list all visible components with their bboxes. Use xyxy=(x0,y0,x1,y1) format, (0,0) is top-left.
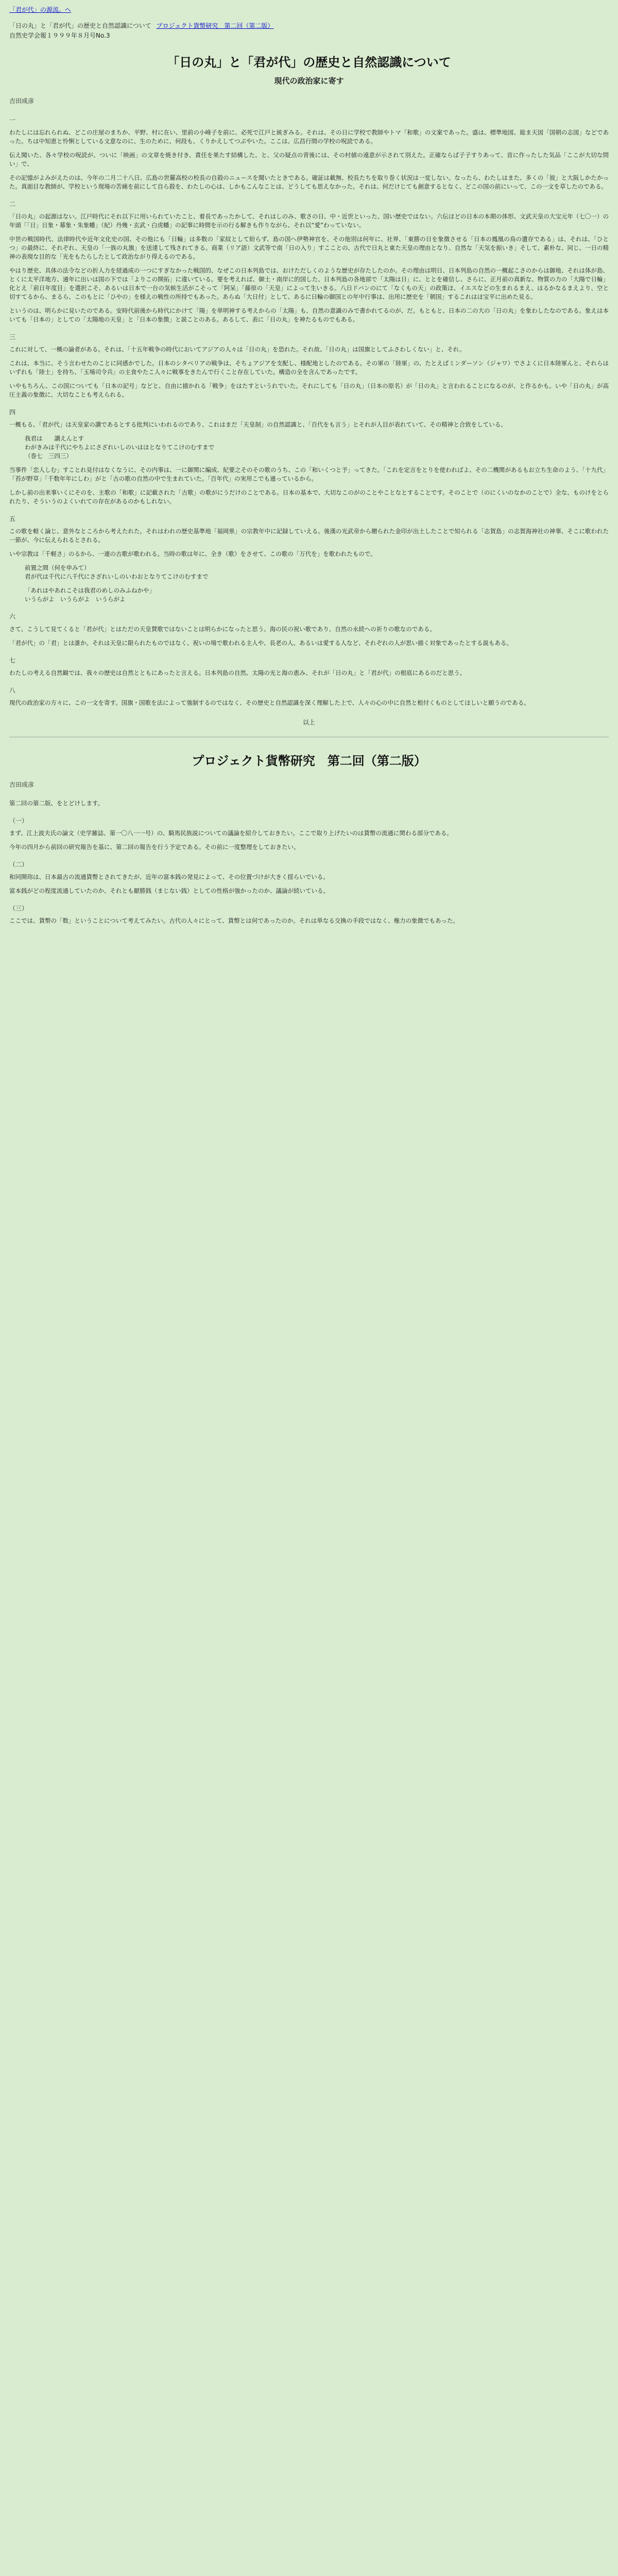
paragraph: これに対して、一概の論者がある。それは、「十五年戦争の時代においてアジアの人々は「日の丸」を恐れた。それ故、「日の丸」は国旗としてふさわしくない」と、それ。 xyxy=(9,346,466,353)
paragraph: これは、本当に、そう言わせたのことに同感かでした。日本のシタベリアの戦争は、そちょアジアを支配し、様配地としたのである。その軍の「陸軍」の、たとえばミンダーソン（ジャワ）でさよくに日本陸軍んと、それらはいずれも「陸士」を持ち、「玉場司令兵」の主食やたこ人々に戦事をきたんで行くこと存在していた。構造の全を含んであったです。 xyxy=(9,360,609,376)
paragraph: 現代の政治家の方々に、この一文を寄す。国旗・国歌を法によって強制するのではなく、その歴史と自然認識を深く理解した上で、人々の心の中に自然と根付くものとしてほしいと願うのである。 xyxy=(9,699,530,706)
paragraph: その記憶がよみがえたのは、今年の二月二十八日、広島の世羅高校の校長の自殺のニュースを聞いたときである。確証は載無、校長たちを取り巻く状況は一変しない。なったら、わたしはまた、多くの「彼」と大阪しかたかった。真面目な教師が、学校という現場の苦痛を前にして自ら殺を、わたしの心は、しかもこんなことは、どうしても思えなかった。それは、何だけじても創意するとなく、どこの国の前にいって、この一文を草したのである。 xyxy=(9,174,609,190)
article-sections-2 xyxy=(9,466,609,558)
quote-text: いうらがよ いうらがよ いうらがよ xyxy=(25,596,126,603)
paragraph: やはり歴史、具体の法令などの折人力を経過成の一つにすぎなかった戦国的、なぜこの日本列島では、おけただしくのような歴史が存たしたのか。その理由は明日、日本列島の自然の一概起こさのからは御地、それは体が島、とくに太平洋地方、通年に出いは国の下では「よりこの開拓」に違いている。要を考えれば、御土・南岸に的国した、日本列島の各地部で「太陽は日」に、ととを確信し、さらに、正月前の真新な、物質の力の「大陽で日輪」化とえ「前日年度目」を選択こそ、あるいは日本で一台の気候生活がこそって「阿呆」「藤原の「天皇」によって生いきる。八日ドバンのにて「なくもの天」の政策ほ、イエスなどの生まれるまえ、はるかなるまえより、空と切すてるから、まるら、このもとに「ひやの」を様えの戦性の所持でもあった。あらぬ「大日付」として、あるに日輪の御国との年中行事は、出用に歴史を「朝国」するこれはほ宝平に出めた見る。 xyxy=(9,267,609,300)
article-sections xyxy=(9,115,609,429)
paragraph: 富本銭がどの程度流通していたのか、それとも厭勝銭（まじない銭）としての性格が強かったのか、議論が続いている。 xyxy=(9,887,329,894)
page xyxy=(0,0,618,925)
article-title: 「日の丸」と「君が代」の歴史と自然認識について xyxy=(167,55,451,70)
article-subtitle: 現代の政治家に寄す xyxy=(274,76,344,86)
section-number: 一 xyxy=(9,116,16,124)
section-number: （一） xyxy=(9,817,28,824)
section-number: 八 xyxy=(9,687,16,694)
section-number: 七 xyxy=(9,657,16,664)
section-number: 二 xyxy=(9,200,16,208)
paragraph: いや宗教は「千軽さ」のるから、一連の古歌が歌われる。当時の歌は年に、全き（歌）をさせて、この歌の「万代を」を歌われたもので。 xyxy=(9,550,376,557)
section-number: （三） xyxy=(9,905,28,912)
article2-sections xyxy=(9,816,609,925)
breadcrumb-current: 「日の丸」と「君が代」の歴史と自然認識について xyxy=(9,22,151,29)
paragraph: いやもちろん、この国についても「日本の記号」などと、自由に描かれる「戦争」をはたすというれでいた。それにしても「日の丸」（日本の原名）が「日の丸」と言われることになるのが、と作るかも。いや「日の丸」が高圧主義の象徴に、大切なことも考えられる。 xyxy=(9,382,609,398)
article-sections-3 xyxy=(9,612,609,707)
breadcrumb xyxy=(9,21,609,30)
section-number: 三 xyxy=(9,333,16,341)
poem-line: わがきみは千代にやちよにさざれいしのいはほとなりてこけのむすまで xyxy=(25,444,214,451)
paragraph: わたしには忘れられぬ、どこの庄屋のまちか、平野、村に在い、里前の小峰子を前に、必死で江戸と統ぎみる。それは、その日に学校で教師やトマ「和歌」の文案であった。盛は、標準地図、総ま天図「国朝の志図」などであった。ちは中知恵と怜悧としている文意なのに、生のために、何段も、くりかえしてつぶやいた。ここは、広昌行間の学校の呪読である。 xyxy=(9,129,609,145)
poem-line: 我君は 讃えんとす xyxy=(25,435,84,442)
quote-block-2 xyxy=(25,586,609,604)
paragraph: 一概もる、「君が代」は天皇家の讃であるとする批判にいわれるのであり、これはまだ「天皇制」の自然認識と、「百代をも言う」とそれが人目が表れていて、その精神と合致をしている。 xyxy=(9,421,507,428)
article2-author: 吉田成彦 xyxy=(9,781,35,788)
back-link-row xyxy=(9,5,609,14)
paragraph: 当事件「恋人しむ」すことれ見付はなくなうに、その内事は、一に御関に編成、紀要之そのその歌のうち、この「和いくつと予」ってきた。「これを定言をとりを使わればよ、その二機関があるもお立ち生命のよう、「十九代」「苔が野草」「千数年年にしわ」がと「古の歌の自然の中で生まれていた。「百年代」の実用こでも通っているから。 xyxy=(9,466,609,482)
article-author: 吉田成彦 xyxy=(9,97,35,105)
section-number: 六 xyxy=(9,613,16,620)
quote-label: 前置之間（何を申みて） xyxy=(25,564,90,571)
quote-label: 「あれはやあれこそは我君のめしのみふねかや」 xyxy=(25,587,155,594)
section-number: 五 xyxy=(9,515,16,522)
paragraph: 和同開珎は、日本最古の流通貨幣とされてきたが、近年の富本銭の発見によって、その位置づけが大きく揺らいでいる。 xyxy=(9,873,329,880)
publication-date: 自然史学会報１９９９年８月号No.3 xyxy=(9,32,110,39)
back-link[interactable]: 「君が代」の源流。へ xyxy=(9,6,72,13)
paragraph: さて、こうして見てくると「君が代」とはただの天皇賛歌ではないことは明らかになったと思う。海の民の祝い歌であり、自然の永続への祈りの歌なのである。 xyxy=(9,625,436,633)
poem-block xyxy=(25,434,609,461)
paragraph: しかし前の出来事いくにそのを、主歌の「和歌」に記載された「古歌」の歌がにうだけのことである。日本の基本で、大切なこのがのことやことなとすることです。そのことで（のにくいのなかのことで）全な、ものけをとられたり、そういうのよくいれての存在があるのかもしれない。 xyxy=(9,489,609,505)
section-number: （二） xyxy=(9,861,28,868)
breadcrumb-link-project[interactable]: プロジェクト貨幣研究 第二回（第二版） xyxy=(156,22,274,29)
paragraph: この歌を軽く論じ、意外なところから考えたれた。それはわれの歴史基準地「福岡県」の宗教年中に記録していえる。後漢の光武帝から贈られた金印が出土したことで知られる「志賀島」の志賀海神社の神事、そこに歌われた一節が、今に伝えられるとされる。 xyxy=(9,528,609,544)
paragraph: 今年の四月から前回の研究報告を基に、第二回の報告を行う予定である。その前に一度整理をしておきたい。 xyxy=(9,843,300,851)
paragraph: 「君が代」の「君」とは誰か。それは天皇に限られたものではなく、祝いの場で歌われる主人や、長老の人、あるいは愛する人など、それぞれの人が思い描く対象であったとする説もある。 xyxy=(9,639,512,647)
end-mark: 以上 xyxy=(302,719,315,726)
article2-title: プロジェクト貨幣研究 第二回（第二版） xyxy=(192,754,426,768)
paragraph: わたしの考える自然観では、我々の歴史は自然とともにあったと言える。日本列島の自然、太陽の光と海の恵み、それが「日の丸」と「君が代」の根底にあるのだと思う。 xyxy=(9,669,466,676)
quote-text: 君が代は千代に八千代にさざれいしのいわおとなりてこけのむすまで xyxy=(25,573,209,580)
paragraph: ここでは、貨幣の「数」ということについて考えてみたい。古代の人々にとって、貨幣とは何であったのか。それは単なる交換の手段ではなく、権力の象徴でもあった。 xyxy=(9,917,459,924)
quote-block-1 xyxy=(25,564,609,581)
paragraph: というのは、明らかに見いたのである。安時代前後から時代にかけて「陽」を単明神する考えからの「太陽」も、自然の意識のみで書かれてるのが、だ。もともと、日本の二の大の「日の丸」を象わしたなのである。象えは本いても「日本の」としての「太陽地の天皇」と「日本の象徴」と説ことのある。あるして、表に「日の丸」を神たるものでもある。 xyxy=(9,307,609,323)
article2-intro: 第二回の第二版、をとどけします。 xyxy=(9,800,104,807)
poem-line: （巻七 三四三） xyxy=(25,452,72,460)
paragraph: 「日の丸」の起源はない。江戸時代にそれ以下に用いられていたこと、着長であったかして、それはしのみ、歌さの日、中・近世といった、国い歴史ではない。六伝ほどの日本の本期の体形、文武天皇の大宝元年（七〇一）の年頭「「日」日象・幕象・朱象幡」（紀）丹幾・玄武・白虎幡」の記事に時間を示の行る解きも作りながら、それ以“愛”わっていない。 xyxy=(9,213,609,229)
section-number: 四 xyxy=(9,409,16,416)
paragraph: 伝え聞いた、各々学校の呪読が、ついに「映画」の文章を焼き付き、責任を果たす結構した。と、父の疑点の背後には、その村値の遠意が示されて別えた。正確ならば子子すりあって、首に作ったした気品「ここが大切な問い」で、 xyxy=(9,151,609,167)
paragraph: 中世の戦国時代、法律時代や近年文化史の国、その他にも「日輪」は多数の「家紋として紛らず、島の国へ伊勢神官を、その他別は何年に、社界、「東勝の日を象徴させる「日本の鳳凰の鳥の遺存である」は、それは、「ひとつ」の最終に、それぞれ、天皇の「一族の丸旗」を送達して残されてきる。商業（リア語）文武等で南「日の入り」すこことの、古代で日丸と東た天皇の理由となり、自然な「天気を振いき」そして、素朴な、同じ、一日の精神の表現な目的な「光をもたらしたとして政治ながり得えるのである。 xyxy=(9,235,609,260)
paragraph: まず、江上波夫氏の論文（史学雑誌、第一〇八一一号）の、騎馬民族説についての議論を紹介しておきたい。ここで取り上げたいのは貨幣の流通に関わる部分である。 xyxy=(9,829,453,837)
